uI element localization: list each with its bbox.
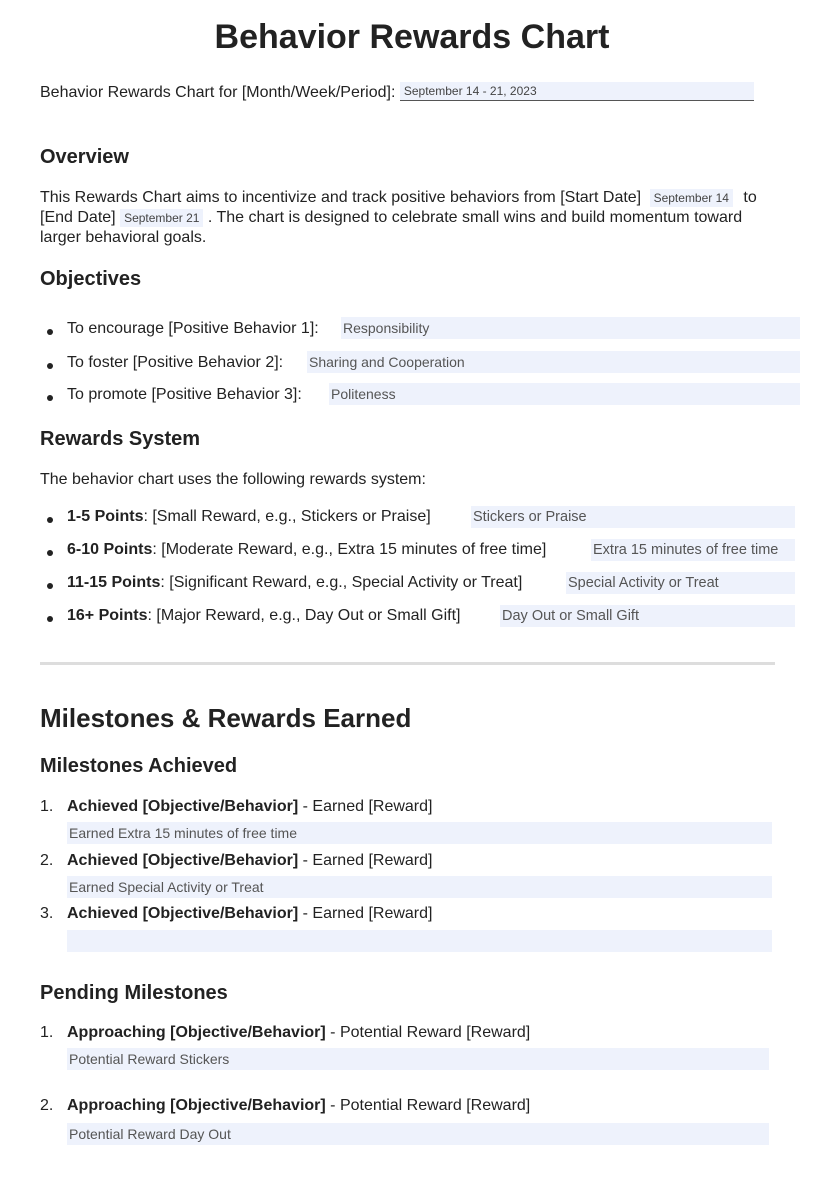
- milestone-field[interactable]: Potential Reward Stickers: [67, 1048, 769, 1070]
- objective-field[interactable]: Responsibility: [341, 317, 800, 339]
- milestone-item: [40, 905, 432, 923]
- objective-field[interactable]: Politeness: [329, 383, 800, 405]
- pending-heading: Pending Milestones: [40, 982, 228, 1004]
- overview-heading: Overview: [40, 146, 129, 168]
- overview-line2: [40, 209, 742, 227]
- milestone-title: Achieved [Objective/Behavior]: [67, 905, 299, 922]
- milestone-title: Achieved [Objective/Behavior]: [67, 852, 299, 869]
- page-title: Behavior Rewards Chart: [214, 18, 610, 56]
- objective-label: To encourage [Positive Behavior 1]:: [67, 320, 319, 337]
- rewards-heading: Rewards System: [40, 428, 201, 450]
- milestone-field[interactable]: Earned Extra 15 minutes of free time: [67, 822, 772, 844]
- milestone-field[interactable]: [67, 930, 772, 952]
- milestone-item: [40, 1097, 530, 1115]
- milestone-number: 3.: [40, 905, 54, 922]
- milestone-title: Approaching [Objective/Behavior]: [67, 1097, 326, 1114]
- milestone-field[interactable]: Earned Special Activity or Treat: [67, 876, 772, 898]
- reward-points: 11-15 Points: [67, 574, 161, 591]
- reward-desc: : [Major Reward, e.g., Day Out or Small Gift]: [147, 607, 461, 624]
- achieved-heading: Milestones Achieved: [40, 755, 238, 777]
- reward-tier: [67, 574, 522, 592]
- reward-tier: [67, 607, 460, 625]
- reward-points: 1-5 Points: [67, 508, 144, 525]
- milestone-reward: - Earned [Reward]: [298, 798, 433, 815]
- bullet: [47, 583, 53, 589]
- bullet: [47, 616, 53, 622]
- reward-tier: [67, 541, 546, 559]
- milestone-number: 2.: [40, 1097, 54, 1114]
- objective-field[interactable]: Sharing and Cooperation: [307, 351, 800, 373]
- start-date-field[interactable]: September 14: [650, 189, 733, 207]
- overview-text: [End Date]: [40, 209, 116, 226]
- overview-text: to: [743, 189, 757, 206]
- milestone-number: 1.: [40, 1024, 54, 1041]
- milestone-number: 2.: [40, 852, 54, 869]
- milestones-heading: Milestones & Rewards Earned: [40, 703, 412, 733]
- divider: [40, 662, 775, 665]
- reward-field[interactable]: Special Activity or Treat: [566, 572, 795, 594]
- reward-field[interactable]: Extra 15 minutes of free time: [591, 539, 795, 561]
- bullet: [47, 329, 53, 335]
- reward-tier: [67, 508, 431, 526]
- reward-points: 16+ Points: [67, 607, 148, 624]
- overview-line3: larger behavioral goals.: [40, 229, 207, 246]
- bullet: [47, 363, 53, 369]
- milestone-reward: - Potential Reward [Reward]: [325, 1024, 531, 1041]
- reward-desc: : [Small Reward, e.g., Stickers or Praise]: [143, 508, 431, 525]
- overview-text: . The chart is designed to celebrate small wins and build momentum toward: [207, 209, 743, 226]
- end-date-field[interactable]: September 21: [120, 209, 203, 227]
- milestone-reward: - Earned [Reward]: [298, 905, 433, 922]
- bullet: [47, 395, 53, 401]
- milestone-item: [40, 1024, 530, 1042]
- milestone-title: Approaching [Objective/Behavior]: [67, 1024, 326, 1041]
- reward-field[interactable]: Stickers or Praise: [471, 506, 795, 528]
- reward-points: 6-10 Points: [67, 541, 153, 558]
- reward-field[interactable]: Day Out or Small Gift: [500, 605, 795, 627]
- overview-line1: [40, 189, 757, 207]
- period-label: Behavior Rewards Chart for [Month/Week/Period]:: [40, 84, 396, 101]
- bullet: [47, 550, 53, 556]
- milestone-item: [40, 798, 432, 816]
- milestone-reward: - Earned [Reward]: [298, 852, 433, 869]
- milestone-number: 1.: [40, 798, 54, 815]
- milestone-title: Achieved [Objective/Behavior]: [67, 798, 299, 815]
- objective-label: To foster [Positive Behavior 2]:: [67, 354, 284, 371]
- period-line: [40, 82, 754, 102]
- period-field[interactable]: September 14 - 21, 2023: [400, 82, 754, 101]
- objective-label: To promote [Positive Behavior 3]:: [67, 386, 302, 403]
- milestone-reward: - Potential Reward [Reward]: [325, 1097, 531, 1114]
- reward-desc: : [Moderate Reward, e.g., Extra 15 minutes of free time]: [152, 541, 547, 558]
- milestone-field[interactable]: Potential Reward Day Out: [67, 1123, 769, 1145]
- milestone-item: [40, 852, 432, 870]
- objectives-heading: Objectives: [40, 268, 142, 290]
- overview-text: This Rewards Chart aims to incentivize and track positive behaviors from [Start Date]: [40, 189, 642, 206]
- bullet: [47, 517, 53, 523]
- reward-desc: : [Significant Reward, e.g., Special Activity or Treat]: [160, 574, 523, 591]
- rewards-intro: The behavior chart uses the following rewards system:: [40, 471, 426, 488]
